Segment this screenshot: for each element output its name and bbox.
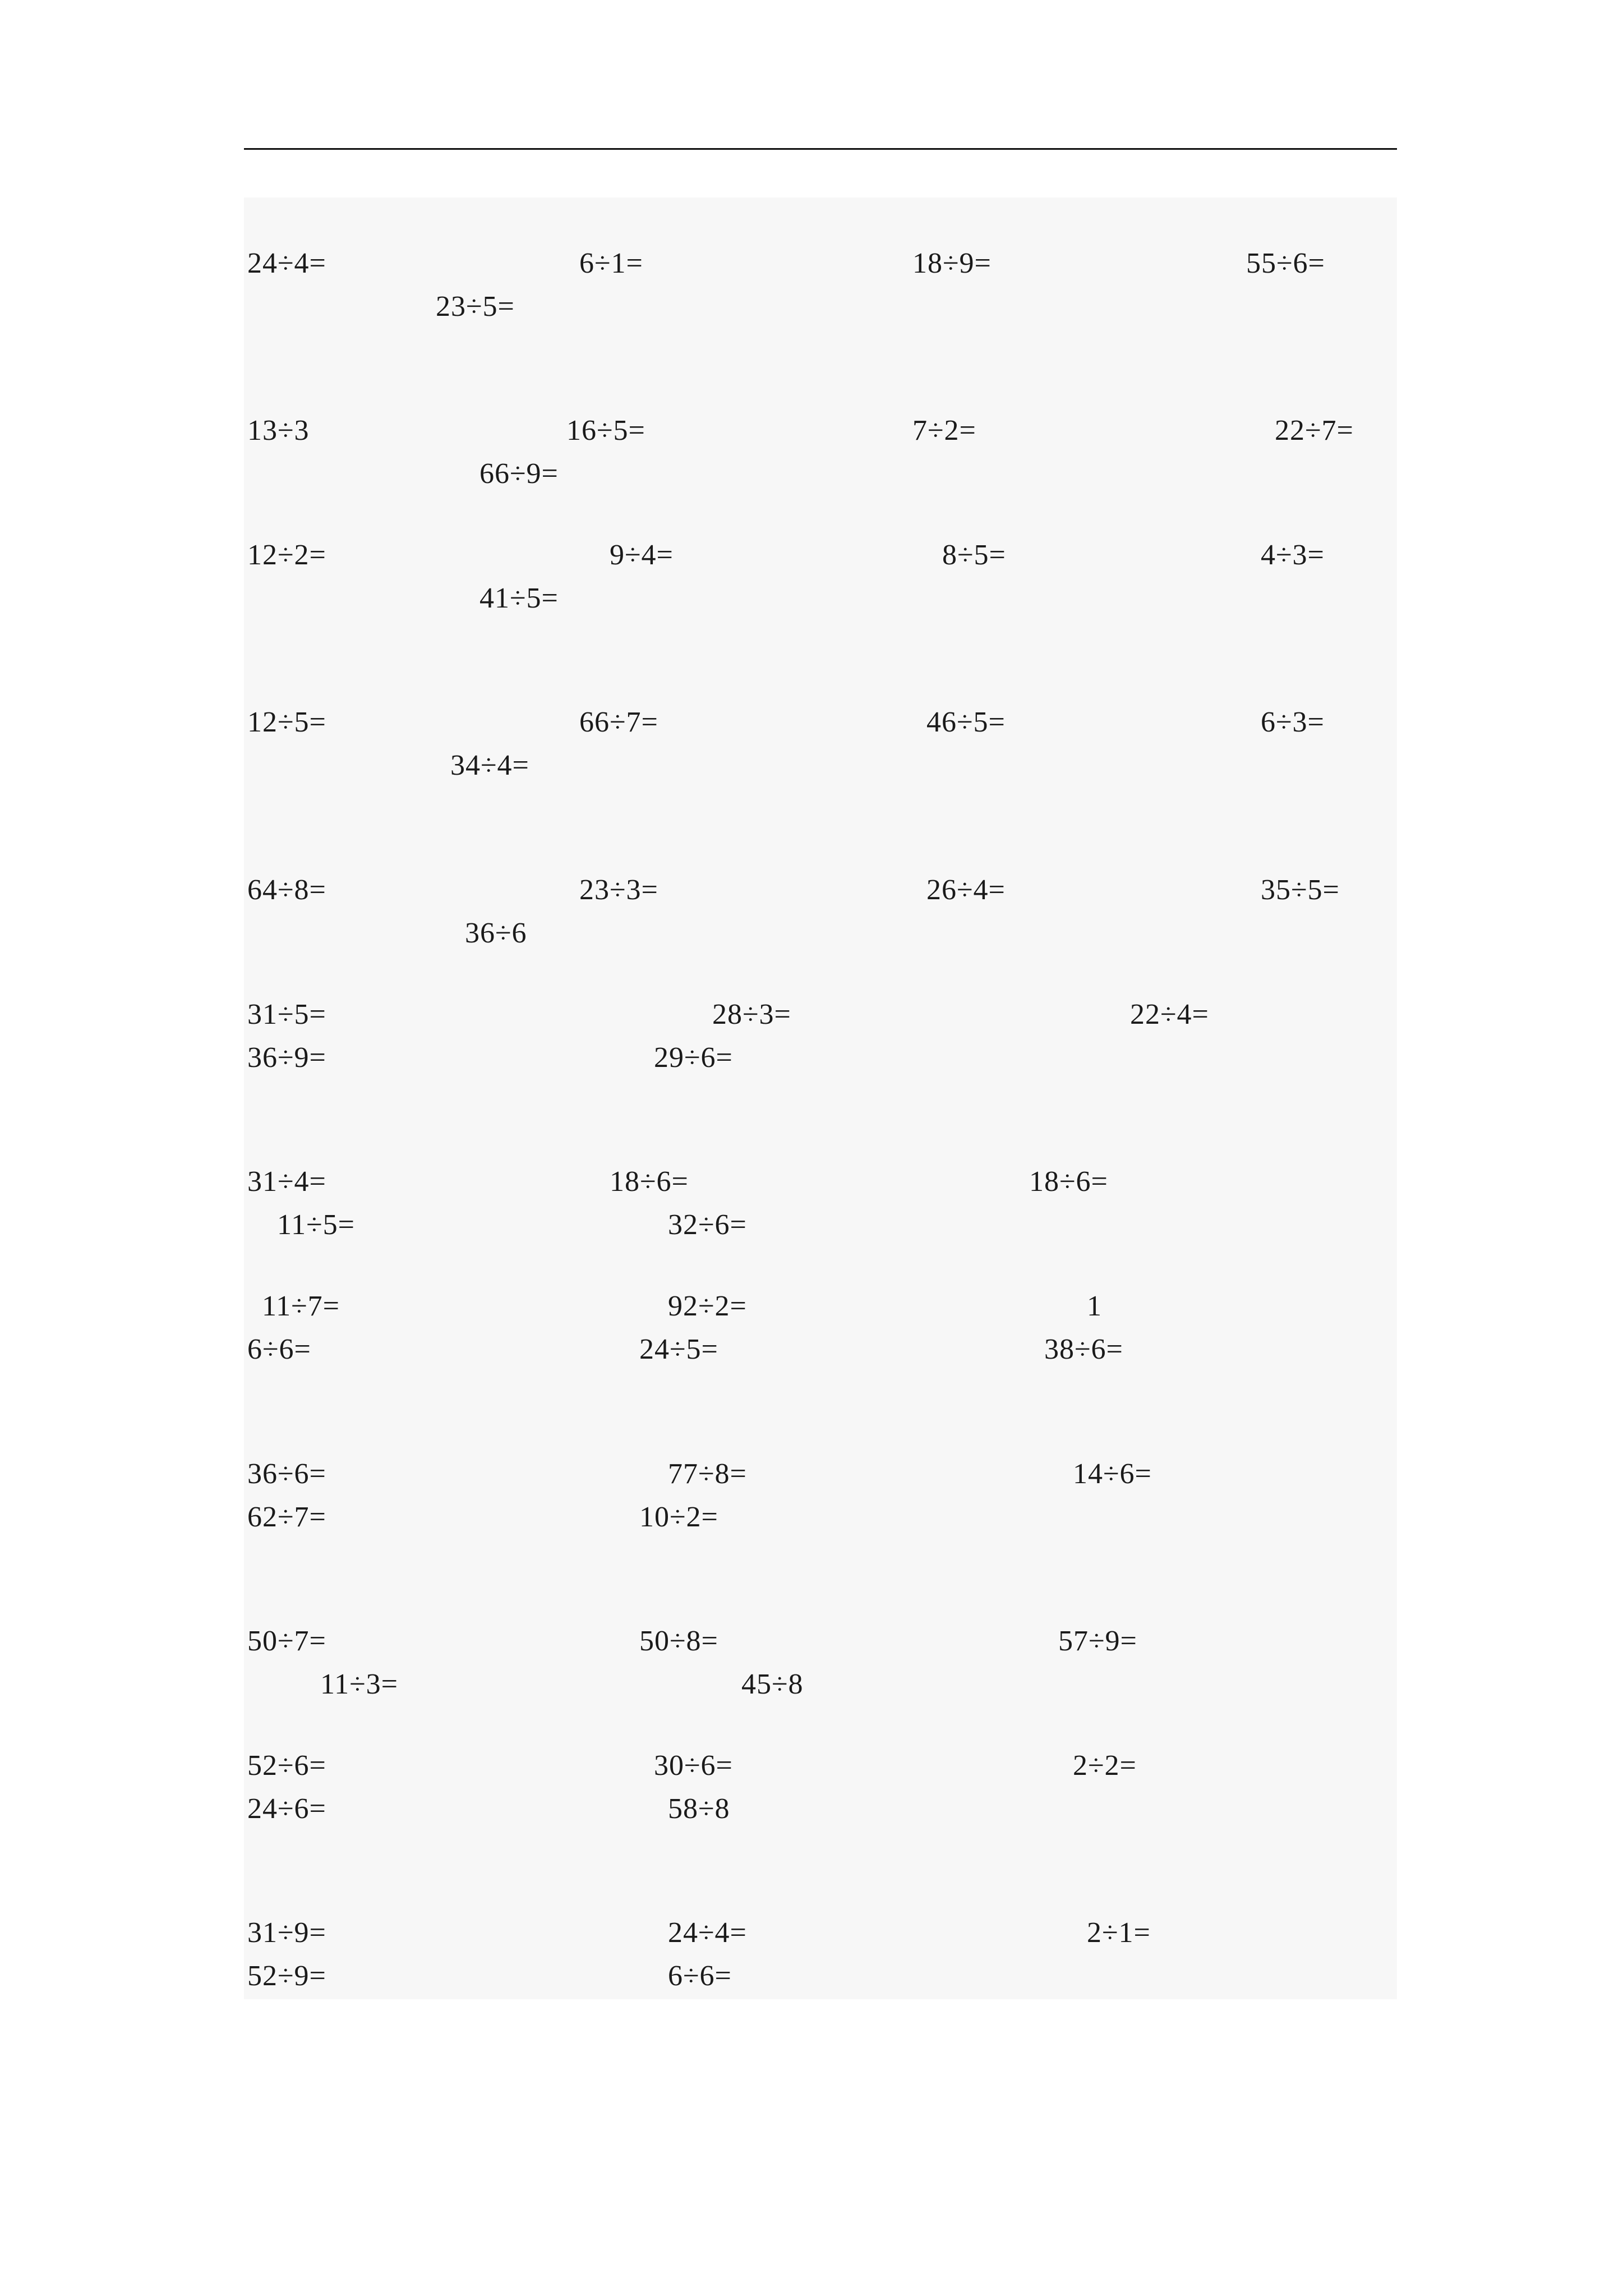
- problem: 41÷5=: [479, 582, 559, 614]
- header-rule: [244, 148, 1397, 150]
- problem: 36÷9=: [247, 1042, 326, 1074]
- problem: 26÷4=: [926, 874, 1006, 906]
- problem: 13÷3: [247, 415, 310, 447]
- problem: 52÷6=: [247, 1750, 326, 1782]
- problem: 92÷2=: [668, 1290, 747, 1322]
- problem: 24÷4=: [247, 247, 326, 279]
- problem: 34÷4=: [450, 749, 529, 781]
- problem: 36÷6: [465, 917, 527, 949]
- problem: 12÷5=: [247, 706, 326, 738]
- problem: 12÷2=: [247, 539, 326, 571]
- problem: 35÷5=: [1261, 874, 1340, 906]
- problem: 10÷2=: [639, 1501, 718, 1533]
- problem: 18÷6=: [1029, 1166, 1108, 1198]
- problem: 4÷3=: [1261, 539, 1325, 571]
- problem: 23÷3=: [579, 874, 658, 906]
- problem: 7÷2=: [912, 415, 976, 447]
- problem: 23÷5=: [436, 291, 515, 323]
- problem: 11÷3=: [320, 1668, 398, 1700]
- problem: 22÷7=: [1275, 415, 1354, 447]
- worksheet-panel: [244, 197, 1397, 1999]
- problem: 58÷8: [668, 1793, 730, 1825]
- problem: 8÷5=: [942, 539, 1006, 571]
- problem: 6÷1=: [579, 247, 643, 279]
- problem: 32÷6=: [668, 1209, 747, 1241]
- problem: 18÷9=: [912, 247, 992, 279]
- problem: 31÷4=: [247, 1166, 326, 1198]
- problem: 31÷5=: [247, 999, 326, 1030]
- problem: 66÷7=: [579, 706, 658, 738]
- problem: 22÷4=: [1130, 999, 1209, 1030]
- problem: 77÷8=: [668, 1458, 747, 1490]
- problem: 18÷6=: [610, 1166, 689, 1198]
- problem: 16÷5=: [566, 415, 645, 447]
- problem: 9÷4=: [610, 539, 674, 571]
- problem: 36÷6=: [247, 1458, 326, 1490]
- problem: 29÷6=: [654, 1042, 733, 1074]
- problem: 24÷6=: [247, 1793, 326, 1825]
- problem: 2÷1=: [1087, 1917, 1151, 1949]
- problem: 55÷6=: [1246, 247, 1325, 279]
- problem: 11÷7=: [262, 1290, 340, 1322]
- problem: 31÷9=: [247, 1917, 326, 1949]
- problem: 62÷7=: [247, 1501, 326, 1533]
- problem: 24÷5=: [639, 1333, 718, 1365]
- problem: 14÷6=: [1073, 1458, 1152, 1490]
- problem: 45÷8: [741, 1668, 804, 1700]
- problem: 57÷9=: [1058, 1625, 1137, 1657]
- problem: 24÷4=: [668, 1917, 747, 1949]
- problem: 2÷2=: [1073, 1750, 1137, 1782]
- problem: 50÷8=: [639, 1625, 718, 1657]
- problem: 6÷6=: [668, 1960, 732, 1992]
- problem: 30÷6=: [654, 1750, 733, 1782]
- problem: 11÷5=: [277, 1209, 355, 1241]
- problem: 50÷7=: [247, 1625, 326, 1657]
- problem: 66÷9=: [479, 458, 559, 490]
- problem: 38÷6=: [1044, 1333, 1123, 1365]
- problem: 1: [1087, 1290, 1102, 1322]
- problem: 64÷8=: [247, 874, 326, 906]
- problem: 46÷5=: [926, 706, 1006, 738]
- problem: 52÷9=: [247, 1960, 326, 1992]
- problem: 6÷3=: [1261, 706, 1325, 738]
- problem: 28÷3=: [712, 999, 791, 1030]
- problem: 6÷6=: [247, 1333, 311, 1365]
